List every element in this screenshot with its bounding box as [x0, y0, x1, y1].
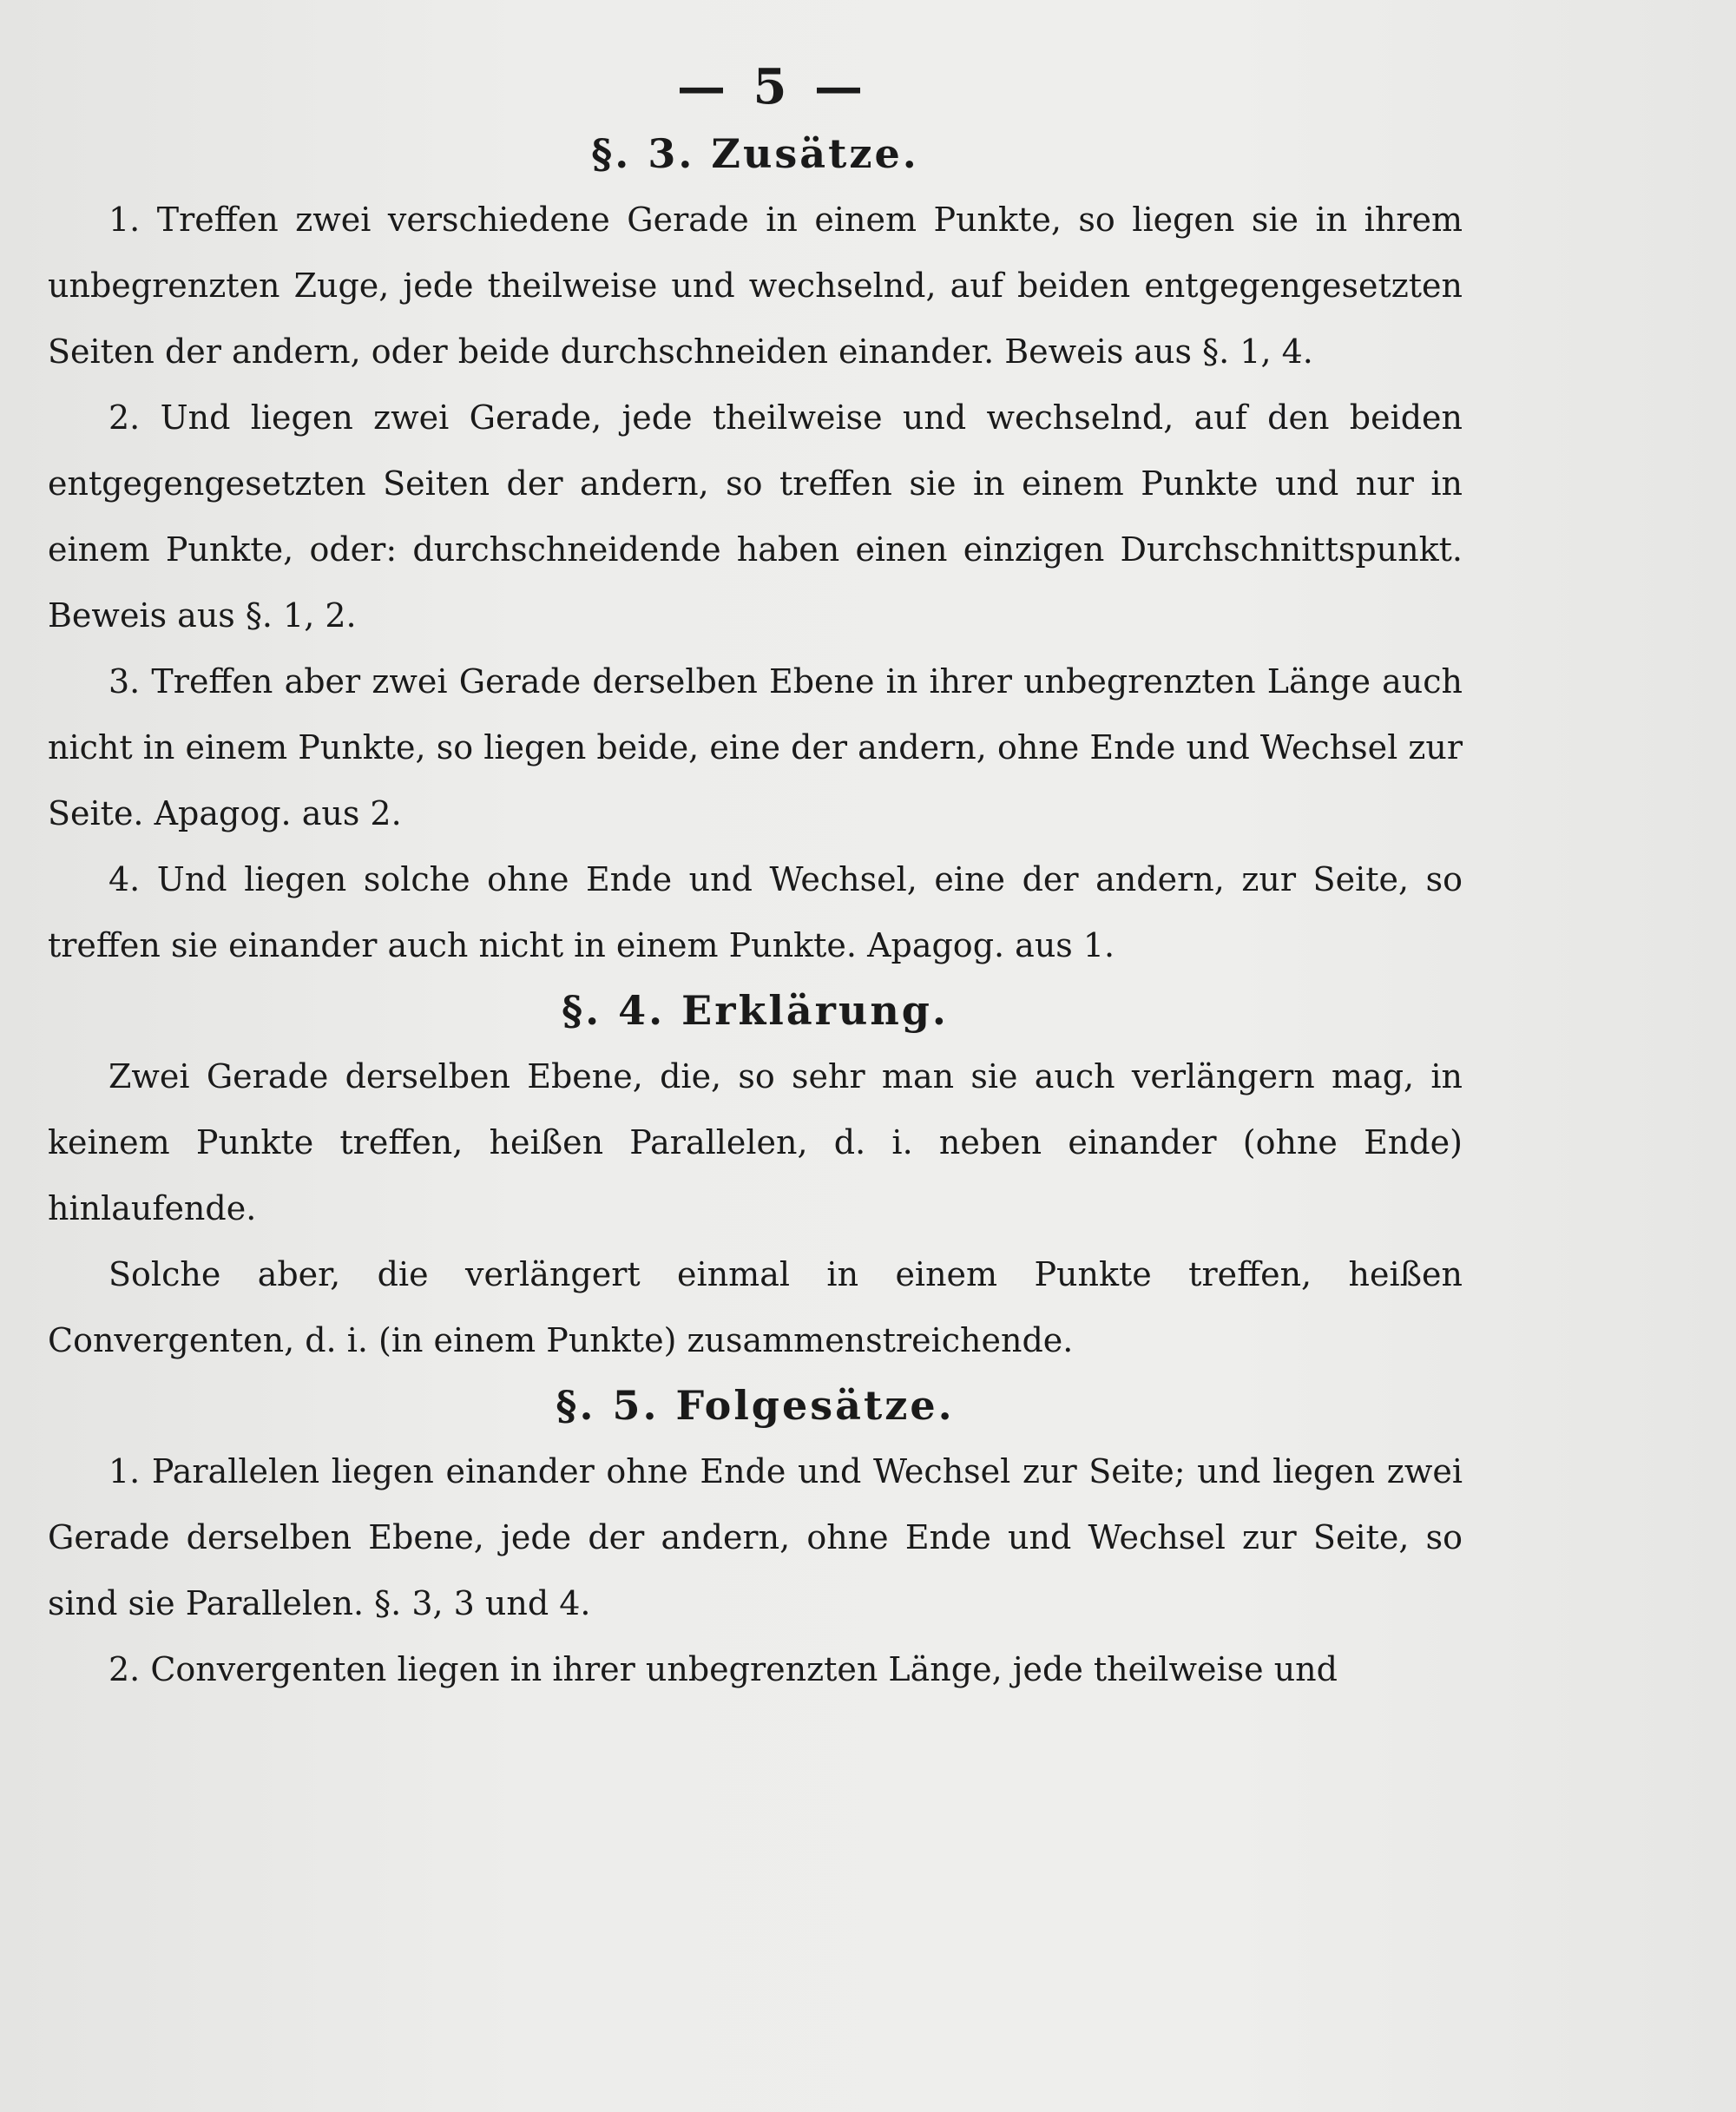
section-4-paragraph-1: Zwei Gerade derselben Ebene, die, so sehr man sie auch verlängern mag, in keinem Punkte treffen, heißen Parallelen, d. i. neben einander (ohne Ende) hinlaufende. [48, 1057, 1463, 1227]
section-5-heading: §. 5. Folgesätze. [556, 1382, 955, 1429]
section-4-heading: §. 4. Erklärung. [562, 987, 949, 1034]
section-3-paragraph-3: 3. Treffen aber zwei Gerade derselben Ebene in ihrer unbegrenzten Länge auch nicht in einem Punkte, so liegen beide, eine der andern, ohne Ende und Wechsel zur Seite. Apagog. aus 2. [48, 662, 1463, 832]
section-4-paragraph-2: Solche aber, die verlängert einmal in einem Punkte treffen, heißen Convergenten, d. i. (in einem Punkte) zusammenstreichende. [48, 1255, 1463, 1359]
page-text [48, 52, 1463, 1702]
section-5-paragraph-1: 1. Parallelen liegen einander ohne Ende und Wechsel zur Seite; und liegen zwei Gerade derselben Ebene, jede der andern, ohne Ende und Wechsel zur Seite, so sind sie Parallelen. §. 3, 3 und 4. [48, 1452, 1463, 1622]
page-number: — 5 — [677, 58, 868, 115]
section-3-paragraph-4: 4. Und liegen solche ohne Ende und Wechsel, eine der andern, zur Seite, so treffen sie einander auch nicht in einem Punkte. Apagog. aus 1. [48, 860, 1463, 964]
section-3-paragraph-2: 2. Und liegen zwei Gerade, jede theilweise und wechselnd, auf den beiden entgegengesetzten Seiten der andern, so treffen sie in einem Punkte und nur in einem Punkte, oder: durchschneidende haben einen einzigen Durchschnittspunkt. Beweis aus §. 1, 2. [48, 398, 1463, 635]
section-3-paragraph-1: 1. Treffen zwei verschiedene Gerade in einem Punkte, so liegen sie in ihrem unbegrenzten Zuge, jede theilweise und wechselnd, auf beiden entgegengesetzten Seiten der andern, oder beide durchschneiden einander. Beweis aus §. 1, 4. [48, 201, 1463, 371]
section-5-paragraph-2: 2. Convergenten liegen in ihrer unbegrenzten Länge, jede theilweise und [108, 1650, 1338, 1688]
section-3-heading: §. 3. Zusätze. [591, 130, 919, 177]
